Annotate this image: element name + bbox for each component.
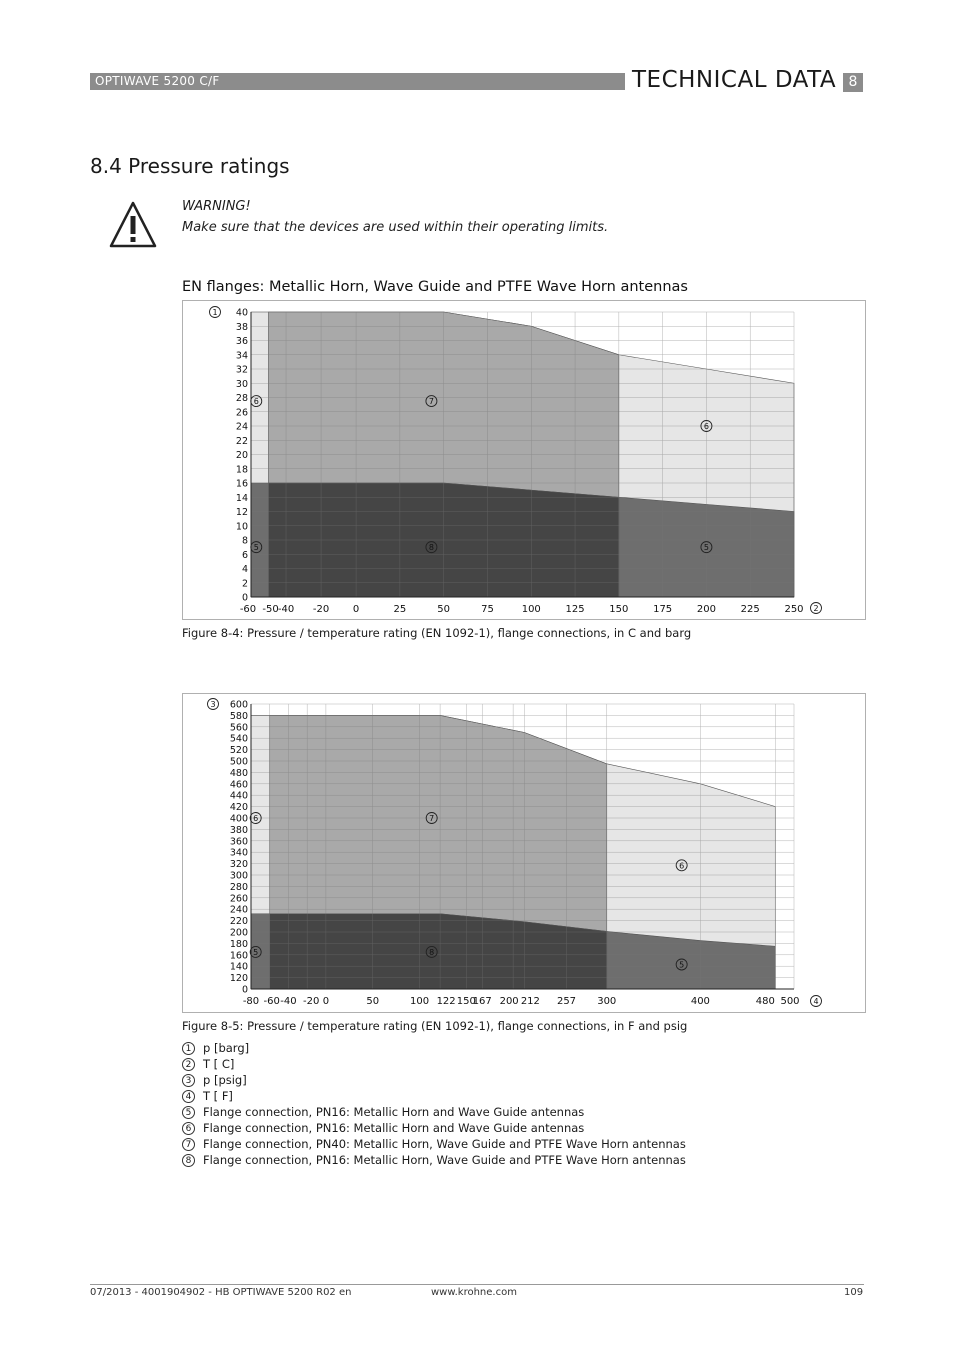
x-tick-label: -40 bbox=[280, 996, 297, 1007]
svg-text:6: 6 bbox=[679, 861, 685, 871]
y-tick-label: 580 bbox=[229, 710, 248, 722]
svg-text:4: 4 bbox=[813, 997, 819, 1006]
svg-text:5: 5 bbox=[253, 543, 259, 553]
y-tick-label: 10 bbox=[235, 521, 248, 533]
x-tick-label: -50 bbox=[262, 604, 279, 615]
x-tick-label: 0 bbox=[352, 604, 360, 615]
x-tick-label: 500 bbox=[780, 996, 800, 1007]
chart-frame-celsius bbox=[182, 300, 866, 620]
legend-number: 5 bbox=[182, 1106, 195, 1119]
y-tick-label: 18 bbox=[235, 464, 248, 476]
y-tick-label: 0 bbox=[241, 592, 248, 604]
y-tick-label: 4 bbox=[241, 564, 248, 575]
y-tick-label: 180 bbox=[229, 938, 248, 950]
footer-page-number: 109 bbox=[844, 1287, 864, 1298]
y-tick-label: 360 bbox=[229, 836, 248, 848]
y-tick-label: 12 bbox=[235, 507, 248, 518]
x-tick-label: 50 bbox=[437, 604, 451, 615]
legend-item bbox=[182, 1120, 686, 1136]
chart-fahrenheit-psig bbox=[183, 694, 865, 1012]
svg-text:5: 5 bbox=[679, 960, 685, 970]
x-tick-label: 150 bbox=[609, 604, 629, 615]
y-tick-label: 520 bbox=[229, 745, 248, 757]
y-tick-label: 400 bbox=[229, 813, 248, 825]
y-tick-label: 140 bbox=[229, 961, 248, 973]
y-tick-label: 420 bbox=[229, 802, 248, 814]
legend-number: 4 bbox=[182, 1090, 195, 1103]
x-tick-label: 400 bbox=[690, 996, 710, 1007]
legend-item bbox=[182, 1040, 686, 1056]
x-tick-label: 0 bbox=[322, 996, 330, 1007]
y-tick-label: 320 bbox=[229, 859, 248, 871]
x-tick-label: 100 bbox=[521, 604, 541, 615]
x-tick-label: 100 bbox=[409, 996, 430, 1007]
x-tick-label: -20 bbox=[312, 604, 330, 615]
svg-text:8: 8 bbox=[429, 947, 435, 957]
svg-text:6: 6 bbox=[253, 814, 259, 823]
y-tick-label: 22 bbox=[235, 435, 248, 447]
y-tick-label: 560 bbox=[229, 722, 248, 734]
y-tick-label: 200 bbox=[229, 927, 248, 939]
legend-number: 7 bbox=[182, 1138, 195, 1151]
legend-item bbox=[182, 1152, 686, 1168]
legend-number: 8 bbox=[182, 1154, 195, 1167]
warning-triangle-icon bbox=[108, 200, 158, 250]
legend-text: T [ C] bbox=[203, 1057, 235, 1071]
grid-lines bbox=[251, 312, 794, 597]
y-tick-label: 300 bbox=[229, 870, 248, 882]
y-tick-label: 500 bbox=[229, 756, 248, 768]
y-tick-label: 540 bbox=[229, 733, 248, 745]
y-tick-label: 280 bbox=[229, 881, 248, 893]
x-axis-marker bbox=[811, 996, 822, 1007]
y-tick-label: 160 bbox=[229, 950, 248, 962]
svg-text:5: 5 bbox=[253, 947, 259, 957]
svg-text:3: 3 bbox=[210, 700, 216, 709]
section-title: 8.4 Pressure ratings bbox=[90, 154, 290, 178]
x-tick-label: -20 bbox=[303, 996, 320, 1007]
legend-text: p [barg] bbox=[203, 1041, 250, 1055]
footer-website: www.krohne.com bbox=[431, 1287, 517, 1298]
y-tick-label: 38 bbox=[235, 321, 248, 333]
chart-frame-fahrenheit bbox=[182, 693, 866, 1013]
x-tick-label: 250 bbox=[784, 604, 804, 615]
legend-item bbox=[182, 1088, 686, 1104]
y-axis-marker bbox=[208, 699, 219, 710]
legend-text: Flange connection, PN16: Metallic Horn and Wave Guide antennas bbox=[203, 1105, 585, 1119]
x-tick-label: 200 bbox=[499, 996, 519, 1007]
svg-text:1: 1 bbox=[212, 308, 218, 317]
x-tick-label: 75 bbox=[481, 604, 494, 615]
legend-item bbox=[182, 1104, 686, 1120]
chart-celsius-barg bbox=[183, 301, 865, 619]
legend-item bbox=[182, 1072, 686, 1088]
svg-text:7: 7 bbox=[429, 814, 435, 823]
x-tick-label: -80 bbox=[242, 996, 260, 1007]
y-tick-label: 26 bbox=[235, 407, 248, 419]
header-section-title: TECHNICAL DATA bbox=[632, 67, 837, 93]
header-product-name: OPTIWAVE 5200 C/F bbox=[95, 74, 220, 88]
x-tick-label: -60 bbox=[239, 604, 257, 615]
svg-text:6: 6 bbox=[253, 397, 259, 407]
x-tick-label: 125 bbox=[565, 604, 585, 615]
legend-item bbox=[182, 1136, 686, 1152]
legend-list bbox=[182, 1040, 686, 1168]
legend-text: p [psig] bbox=[203, 1073, 247, 1087]
y-tick-label: 6 bbox=[241, 549, 248, 561]
warning-text: Make sure that the devices are used within their operating limits. bbox=[182, 220, 609, 235]
legend-number: 2 bbox=[182, 1058, 195, 1071]
x-tick-label: 212 bbox=[520, 996, 540, 1007]
y-tick-label: 20 bbox=[235, 450, 248, 461]
y-tick-label: 2 bbox=[241, 578, 248, 590]
y-tick-label: 340 bbox=[229, 847, 248, 859]
x-tick-label: 25 bbox=[393, 604, 407, 615]
x-tick-label: 480 bbox=[755, 996, 775, 1007]
footer-divider bbox=[90, 1284, 864, 1285]
y-tick-label: 120 bbox=[229, 973, 248, 985]
svg-text:7: 7 bbox=[428, 397, 434, 407]
header-chapter-number: 8 bbox=[843, 73, 863, 92]
y-tick-label: 32 bbox=[235, 364, 248, 376]
y-tick-label: 460 bbox=[229, 779, 248, 791]
legend-number: 1 bbox=[182, 1042, 195, 1055]
x-tick-label: 50 bbox=[366, 996, 380, 1007]
y-tick-label: 220 bbox=[229, 916, 248, 928]
y-tick-label: 14 bbox=[235, 492, 248, 504]
x-tick-label: 257 bbox=[556, 996, 577, 1007]
legend-text: Flange connection, PN40: Metallic Horn, Wave Guide and PTFE Wave Horn antennas bbox=[203, 1137, 686, 1151]
x-tick-label: 300 bbox=[597, 996, 617, 1007]
svg-text:8: 8 bbox=[428, 543, 434, 553]
y-tick-label: 260 bbox=[229, 893, 248, 905]
y-tick-label: 240 bbox=[229, 904, 248, 916]
y-tick-label: 380 bbox=[229, 824, 248, 836]
y-tick-label: 34 bbox=[235, 350, 248, 362]
x-tick-label: 200 bbox=[696, 604, 716, 615]
y-tick-label: 8 bbox=[241, 535, 248, 547]
y-tick-label: 440 bbox=[229, 790, 248, 802]
x-tick-label: -60 bbox=[263, 996, 280, 1007]
legend-text: T [ F] bbox=[203, 1089, 233, 1103]
figure-caption-8-5: Figure 8-5: Pressure / temperature rating (EN 1092-1), flange connections, in F and psig bbox=[182, 1019, 688, 1033]
y-tick-label: 36 bbox=[235, 336, 248, 347]
y-tick-label: 16 bbox=[235, 478, 248, 490]
y-tick-label: 30 bbox=[235, 378, 248, 390]
x-tick-label: 225 bbox=[740, 604, 760, 615]
footer-document-id: 07/2013 - 4001904902 - HB OPTIWAVE 5200 R02 en bbox=[90, 1287, 352, 1298]
svg-text:5: 5 bbox=[703, 543, 709, 553]
y-tick-label: 600 bbox=[229, 699, 248, 711]
warning-label: WARNING! bbox=[182, 199, 251, 214]
y-tick-label: 40 bbox=[235, 307, 248, 319]
y-tick-label: 24 bbox=[235, 421, 248, 433]
svg-text:6: 6 bbox=[703, 422, 709, 431]
y-axis-marker bbox=[210, 307, 221, 318]
legend-number: 3 bbox=[182, 1074, 195, 1087]
x-axis-marker bbox=[811, 603, 822, 614]
x-tick-label: -40 bbox=[277, 604, 295, 615]
chart-title: EN flanges: Metallic Horn, Wave Guide and PTFE Wave Horn antennas bbox=[182, 279, 688, 295]
legend-text: Flange connection, PN16: Metallic Horn, Wave Guide and PTFE Wave Horn antennas bbox=[203, 1153, 686, 1167]
x-tick-label: 175 bbox=[653, 604, 673, 615]
legend-item bbox=[182, 1056, 686, 1072]
y-tick-label: 480 bbox=[229, 767, 248, 779]
y-tick-label: 0 bbox=[241, 984, 248, 996]
x-tick-label: 122 bbox=[436, 996, 456, 1007]
legend-text: Flange connection, PN16: Metallic Horn and Wave Guide antennas bbox=[203, 1121, 585, 1135]
legend-number: 6 bbox=[182, 1122, 195, 1135]
svg-text:2: 2 bbox=[813, 604, 819, 613]
x-tick-label: 150 bbox=[456, 996, 476, 1007]
y-tick-label: 28 bbox=[235, 393, 248, 404]
figure-caption-8-4: Figure 8-4: Pressure / temperature rating (EN 1092-1), flange connections, in C and barg bbox=[182, 626, 692, 640]
x-tick-label: 167 bbox=[472, 996, 492, 1007]
